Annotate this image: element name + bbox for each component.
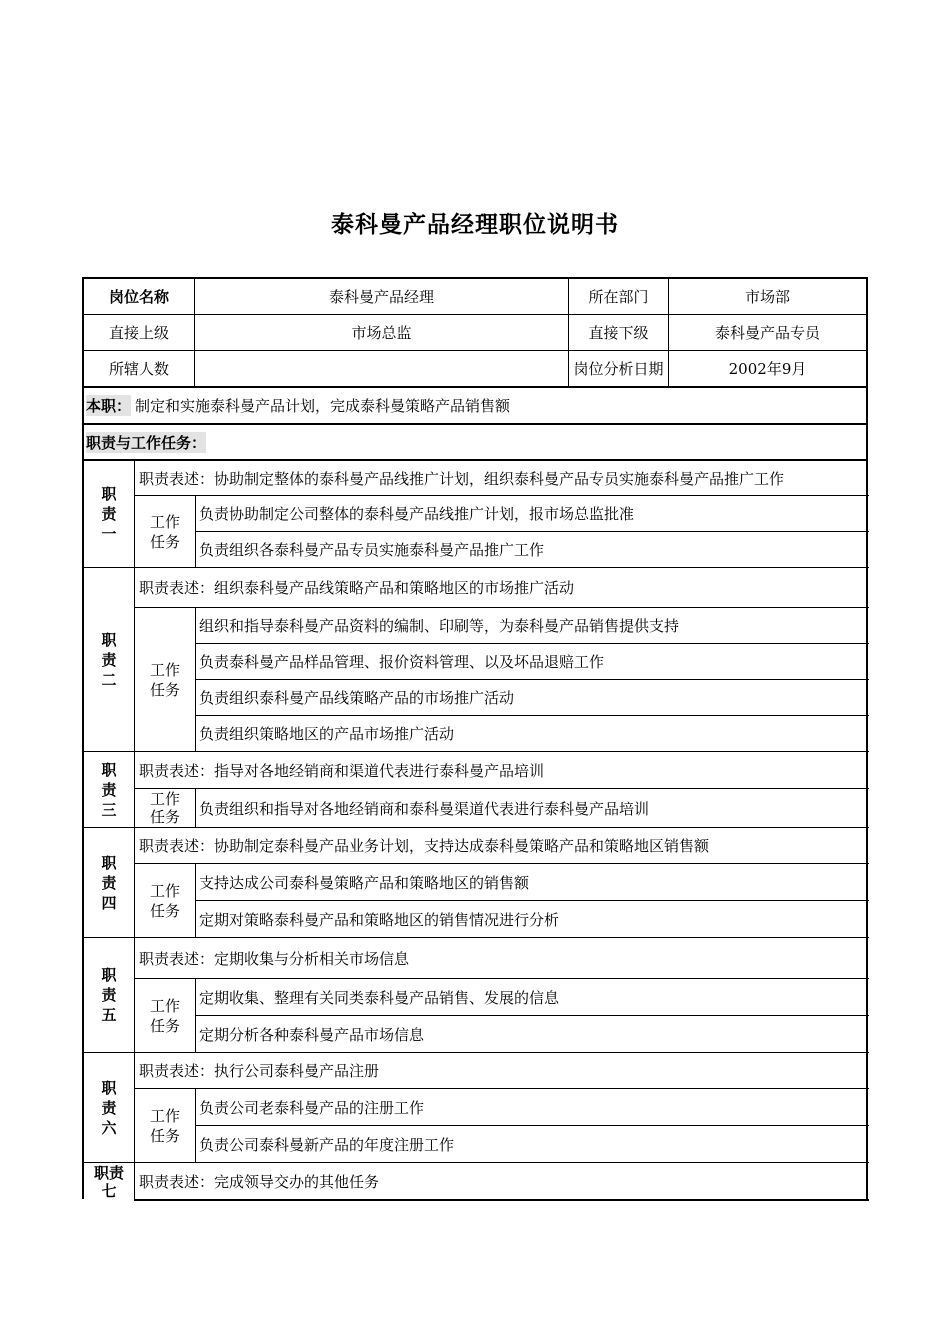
- duty-4-task-label: 工作 任务: [135, 864, 195, 938]
- duty-4-block: [134, 828, 868, 938]
- headcount-value: [194, 351, 568, 386]
- duty-2-block: [134, 568, 868, 752]
- subordinate-label: 直接下级: [568, 315, 668, 350]
- headcount-label: 所辖人数: [108, 360, 169, 378]
- duty-1-task-2: 负责组织各泰科曼产品专员实施泰科曼产品推广工作: [195, 532, 869, 568]
- duty-4-task-2: 定期对策略泰科曼产品和策略地区的销售情况进行分析: [195, 901, 869, 938]
- duty-4-statement: 职责表述：协助制定泰科曼产品业务计划，支持达成泰科曼策略产品和策略地区销售额: [135, 828, 869, 864]
- duty-6-task-2: 负责公司泰科曼新产品的年度注册工作: [195, 1126, 869, 1163]
- duty-6-label: 职 责 六: [84, 1053, 134, 1163]
- duty-5-label: 职 责 五: [84, 938, 134, 1053]
- duty-4-label: 职 责 四: [84, 828, 134, 938]
- duty-1-task-label: 工作 任务: [135, 496, 195, 568]
- header-row-1: [84, 279, 866, 315]
- main-duty-text: 制定和实施泰科曼产品计划，完成泰科曼策略产品销售额: [135, 397, 511, 415]
- duty-2-statement: 职责表述：组织泰科曼产品线策略产品和策略地区的市场推广活动: [135, 568, 869, 608]
- duty-6-block: [134, 1053, 868, 1163]
- duty-5-statement: 职责表述：定期收集与分析相关市场信息: [135, 938, 869, 979]
- position-name-label: 岗位名称: [108, 288, 169, 306]
- page-title: 泰科曼产品经理职位说明书: [331, 212, 619, 238]
- duty-1-label: 职 责 一: [84, 461, 134, 568]
- duty-3-statement: 职责表述：指导对各地经销商和渠道代表进行泰科曼产品培训: [135, 752, 869, 789]
- superior-value: 市场总监: [194, 315, 568, 350]
- duty-6-task-1: 负责公司老泰科曼产品的注册工作: [195, 1089, 869, 1126]
- duty-2-task-label: 工作 任务: [135, 608, 195, 752]
- duties-section-row: [84, 425, 866, 461]
- duty-2-task-1: 组织和指导泰科曼产品资料的编制、印刷等，为泰科曼产品销售提供支持: [195, 608, 869, 644]
- duty-4-task-1: 支持达成公司泰科曼策略产品和策略地区的销售额: [195, 864, 869, 901]
- header-row-2: [84, 315, 866, 351]
- duties-section-label: 职责与工作任务：: [86, 433, 207, 452]
- duty-3-task-1: 负责组织和指导对各地经销商和泰科曼渠道代表进行泰科曼产品培训: [195, 789, 869, 828]
- analysis-date-value: 2002年9月: [668, 351, 866, 386]
- duty-6-statement: 职责表述：执行公司泰科曼产品注册: [135, 1053, 869, 1089]
- duty-5-task-1: 定期收集、整理有关同类泰科曼产品销售、发展的信息: [195, 979, 869, 1016]
- duty-7-statement: 职责表述：完成领导交办的其他任务: [135, 1163, 869, 1201]
- duty-1-block: [134, 461, 868, 568]
- duty-3-task-label: 工作 任务: [135, 789, 195, 828]
- main-duty-row: [84, 388, 866, 425]
- duty-1-statement: 职责表述：协助制定整体的泰科曼产品线推广计划，组织泰科曼产品专员实施泰科曼产品推广工作: [135, 461, 869, 496]
- header-row-3: [84, 351, 866, 388]
- subordinate-value: 泰科曼产品专员: [668, 315, 866, 350]
- duty-2-task-3: 负责组织泰科曼产品线策略产品的市场推广活动: [195, 680, 869, 716]
- duty-7-block: [134, 1163, 868, 1201]
- duty-2-label: 职 责 二: [84, 568, 134, 752]
- duty-5-block: [134, 938, 868, 1053]
- department-value: 市场部: [668, 279, 866, 314]
- main-duty-label: 本职：: [86, 397, 132, 415]
- duty-7-label: 职责 七: [93, 1164, 124, 1200]
- superior-label: 直接上级: [108, 324, 169, 342]
- duty-3-label: 职 责 三: [84, 752, 134, 828]
- duty-5-task-label: 工作 任务: [135, 979, 195, 1053]
- duty-5-task-2: 定期分析各种泰科曼产品市场信息: [195, 1016, 869, 1053]
- department-label: 所在部门: [568, 279, 668, 314]
- position-name-value: 泰科曼产品经理: [194, 279, 568, 314]
- duty-3-block: [134, 752, 868, 828]
- duty-2-task-2: 负责泰科曼产品样品管理、报价资料管理、以及坏品退赔工作: [195, 644, 869, 680]
- duty-2-task-4: 负责组织策略地区的产品市场推广活动: [195, 716, 869, 752]
- job-description-table: [82, 277, 868, 1199]
- analysis-date-label: 岗位分析日期: [568, 351, 668, 386]
- duty-1-task-1: 负责协助制定公司整体的泰科曼产品线推广计划，报市场总监批准: [195, 496, 869, 532]
- duty-6-task-label: 工作 任务: [135, 1089, 195, 1163]
